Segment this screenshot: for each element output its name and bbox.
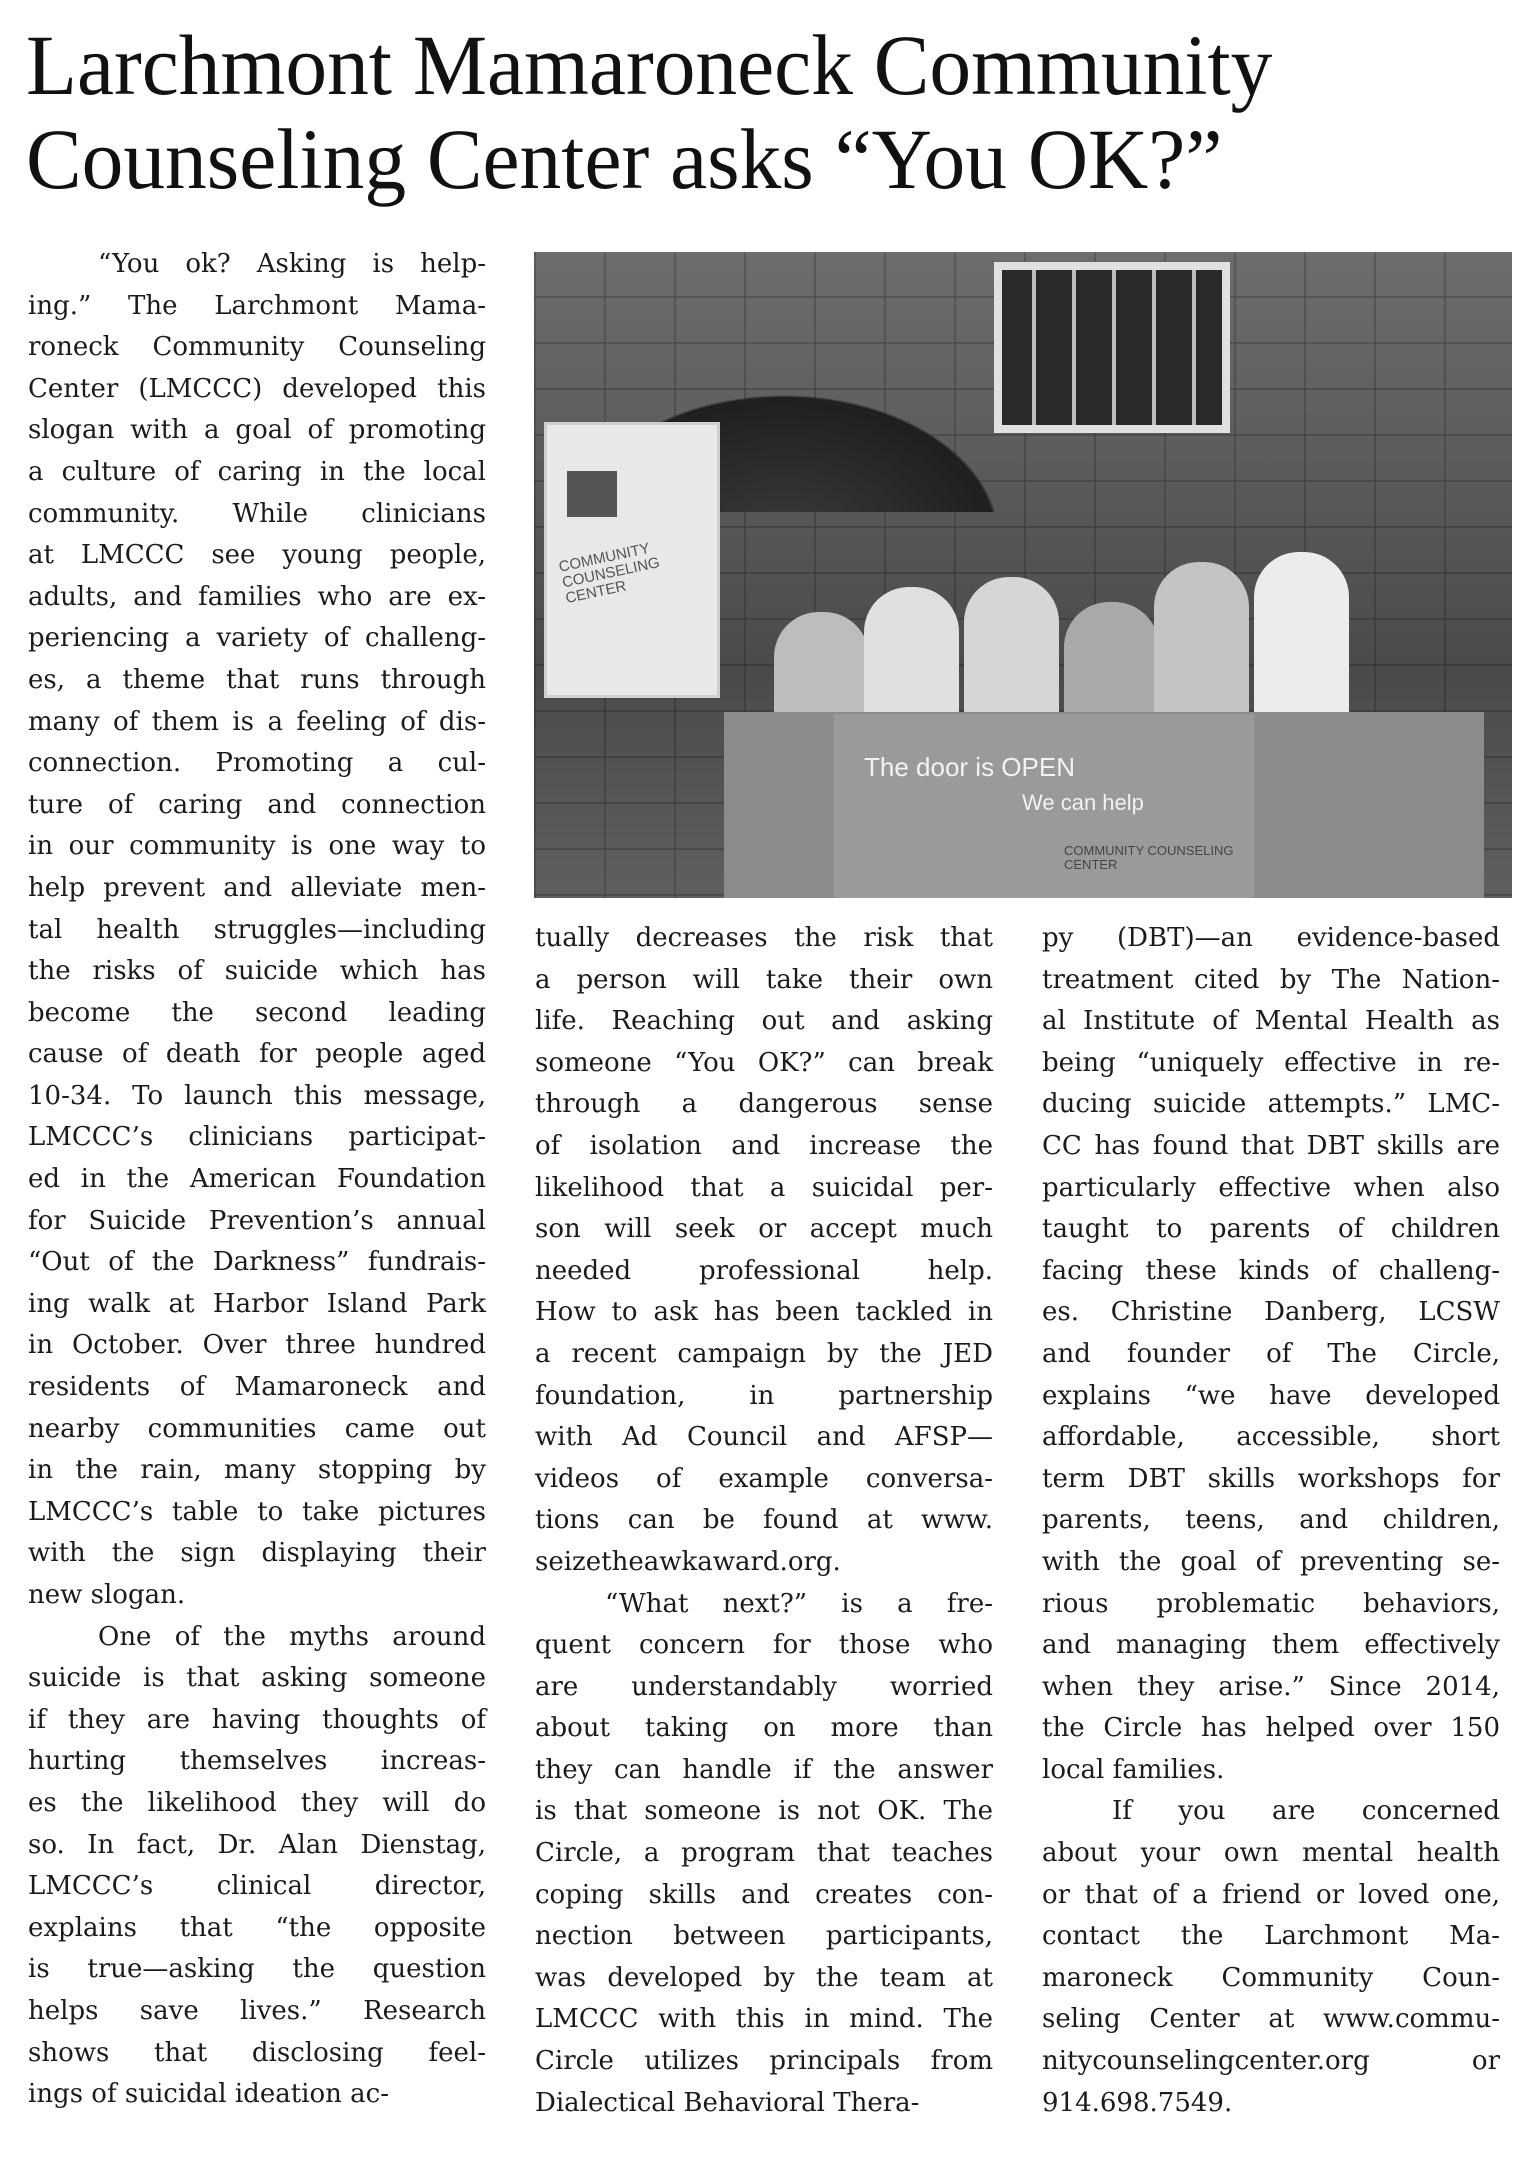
text-line: they can handle if the answer: [535, 1754, 993, 1785]
text-line: suicide is that asking someone: [28, 1663, 486, 1694]
text-line: ing.” The Larchmont Mama-: [28, 290, 486, 321]
headline-line-1: Larchmont Mamaroneck Community: [26, 17, 1273, 113]
text-line: Center (LMCCC) developed this: [28, 373, 486, 404]
text-line: being “uniquely effective in re-: [1042, 1047, 1500, 1078]
text-line: al Institute of Mental Health as: [1042, 1006, 1500, 1037]
text-line: ed in the American Foundation: [28, 1164, 486, 1195]
banner-subline: We can help: [1022, 790, 1144, 815]
paragraph: [535, 1584, 993, 2125]
text-line: if they are having thoughts of: [28, 1704, 486, 1735]
event-photo: [534, 252, 1512, 898]
text-line: parents, teens, and children,: [1042, 1505, 1500, 1536]
text-line: and founder of The Circle,: [1042, 1338, 1500, 1369]
paragraph: [28, 1617, 486, 2116]
text-line: How to ask has been tackled in: [535, 1297, 993, 1328]
text-line: nitycounselingcenter.org or: [1042, 2046, 1500, 2077]
text-line: facing these kinds of challeng-: [1042, 1255, 1500, 1286]
text-line: with Ad Council and AFSP—: [535, 1422, 993, 1453]
text-line: of isolation and increase the: [535, 1130, 993, 1161]
headline: [26, 18, 1471, 206]
text-line: explains “we have developed: [1042, 1380, 1500, 1411]
text-line: about taking on more than: [535, 1713, 993, 1744]
text-line: es. Christine Danberg, LCSW: [1042, 1297, 1500, 1328]
text-line: term DBT skills workshops for: [1042, 1463, 1500, 1494]
text-line: slogan with a goal of promoting: [28, 415, 486, 446]
text-line: community. While clinicians: [28, 498, 486, 529]
text-line: with the goal of preventing se-: [1042, 1546, 1500, 1577]
text-line: “Out of the Darkness” fundrais-: [28, 1247, 486, 1278]
text-line: was developed by the team at: [535, 1962, 993, 1993]
text-line: explains that “the opposite: [28, 1912, 486, 1943]
text-line: help prevent and alleviate men-: [28, 872, 486, 903]
text-line: treatment cited by The Nation-: [1042, 964, 1500, 995]
text-line: maroneck Community Coun-: [1042, 1962, 1500, 1993]
text-line: someone “You OK?” can break: [535, 1047, 993, 1078]
text-line: videos of example conversa-: [535, 1463, 993, 1494]
text-line: nearby communities came out: [28, 1413, 486, 1444]
text-line: particularly effective when also: [1042, 1172, 1500, 1203]
text-line: new slogan.: [28, 1580, 186, 1610]
text-line: LMCCC’s clinicians participat-: [28, 1122, 486, 1153]
text-line: coping skills and creates con-: [535, 1879, 993, 1910]
text-line: is that someone is not OK. The: [535, 1796, 993, 1827]
text-line: a person will take their own: [535, 964, 993, 995]
text-line: 10-34. To launch this message,: [28, 1080, 486, 1111]
text-line: the risks of suicide which has: [28, 956, 486, 987]
text-line: the Circle has helped over 150: [1042, 1713, 1500, 1744]
text-line: ings of suicidal ideation ac-: [28, 2079, 389, 2110]
table-banner: [834, 714, 1254, 898]
text-line: local families.: [1042, 1754, 1225, 1785]
text-line: One of the myths around: [98, 1621, 486, 1652]
text-line: 914.698.7549.: [1042, 2087, 1233, 2118]
text-line: is true—asking the question: [28, 1954, 486, 1985]
text-line: “You ok? Asking is help-: [98, 249, 486, 279]
text-line: Circle, a program that teaches: [535, 1838, 993, 1869]
counseling-center-sign: [544, 422, 720, 698]
text-line: nection between participants,: [535, 1921, 993, 1952]
text-line: ture of caring and connection: [28, 789, 486, 820]
text-line: ing walk at Harbor Island Park: [28, 1288, 486, 1319]
article-column-2: [535, 918, 993, 2124]
text-line: and managing them effectively: [1042, 1630, 1500, 1661]
text-line: many of them is a feeling of dis-: [28, 706, 486, 737]
sign-label: COMMUNITY COUNSELING CENTER: [557, 539, 662, 608]
text-line: a culture of caring in the local: [28, 456, 486, 487]
text-line: through a dangerous sense: [535, 1089, 993, 1120]
text-line: If you are concerned: [1112, 1796, 1500, 1827]
text-line: become the second leading: [28, 997, 486, 1028]
text-line: adults, and families who are ex-: [28, 581, 486, 612]
text-line: es the likelihood they will do: [28, 1787, 486, 1818]
text-line: rious problematic behaviors,: [1042, 1588, 1500, 1619]
text-line: cause of death for people aged: [28, 1039, 486, 1070]
text-line: son will seek or accept much: [535, 1214, 993, 1245]
text-line: helps save lives.” Research: [28, 1995, 486, 2026]
text-line: LMCCC’s clinical director,: [28, 1871, 486, 1902]
text-line: es, a theme that runs through: [28, 664, 486, 695]
banner-org: COMMUNITY COUNSELING CENTER: [1064, 843, 1234, 872]
text-line: life. Reaching out and asking: [535, 1006, 993, 1037]
paragraph: [1042, 918, 1500, 1791]
text-line: LMCCC’s table to take pictures: [28, 1496, 486, 1527]
text-line: “What next?” is a fre-: [605, 1588, 993, 1619]
text-line: connection. Promoting a cul-: [28, 748, 486, 779]
text-line: seling Center at www.commu-: [1042, 2004, 1500, 2035]
text-line: foundation, in partnership: [535, 1380, 993, 1411]
text-line: ducing suicide attempts.” LMC-: [1042, 1089, 1500, 1120]
text-line: about your own mental health: [1042, 1838, 1500, 1869]
text-line: Dialectical Behavioral Thera-: [535, 2087, 920, 2118]
text-line: contact the Larchmont Ma-: [1042, 1921, 1500, 1952]
text-line: tal health struggles—including: [28, 914, 486, 945]
headline-line-2: Counseling Center asks “You OK?”: [26, 111, 1223, 207]
paragraph: [28, 244, 486, 1617]
text-line: in our community is one way to: [28, 831, 486, 862]
paragraph: [535, 918, 993, 1584]
text-line: in the rain, many stopping by: [28, 1455, 486, 1486]
paragraph: [1042, 1791, 1500, 2124]
text-line: LMCCC with this in mind. The: [535, 2004, 993, 2035]
text-line: likelihood that a suicidal per-: [535, 1172, 993, 1203]
banner-headline: The door is OPEN: [864, 752, 1075, 782]
text-line: periencing a variety of challeng-: [28, 623, 486, 654]
text-line: taught to parents of children: [1042, 1214, 1500, 1245]
text-line: hurting themselves increas-: [28, 1746, 486, 1777]
text-line: shows that disclosing feel-: [28, 2037, 486, 2068]
text-line: for Suicide Prevention’s annual: [28, 1205, 486, 1236]
text-line: roneck Community Counseling: [28, 332, 486, 363]
text-line: needed professional help.: [535, 1255, 993, 1286]
text-line: so. In fact, Dr. Alan Dienstag,: [28, 1829, 486, 1860]
article-column-3: [1042, 918, 1500, 2124]
text-line: or that of a friend or loved one,: [1042, 1879, 1500, 1910]
text-line: a recent campaign by the JED: [535, 1338, 993, 1369]
text-line: are understandably worried: [535, 1671, 993, 1702]
text-line: tually decreases the risk that: [535, 923, 993, 953]
text-line: residents of Mamaroneck and: [28, 1372, 486, 1403]
text-line: in October. Over three hundred: [28, 1330, 486, 1361]
text-line: with the sign displaying their: [28, 1538, 486, 1569]
text-line: Circle utilizes principals from: [535, 2046, 993, 2077]
text-line: quent concern for those who: [535, 1630, 993, 1661]
text-line: tions can be found at www.: [535, 1505, 993, 1536]
text-line: at LMCCC see young people,: [28, 540, 486, 571]
text-line: py (DBT)—an evidence-based: [1042, 923, 1500, 953]
text-line: seizetheawkaward.org.: [535, 1546, 841, 1577]
text-line: affordable, accessible, short: [1042, 1422, 1500, 1453]
text-line: CC has found that DBT skills are: [1042, 1130, 1500, 1161]
text-line: when they arise.” Since 2014,: [1042, 1671, 1500, 1702]
house-logo-icon: [567, 471, 617, 517]
article-column-1: [28, 244, 486, 2116]
